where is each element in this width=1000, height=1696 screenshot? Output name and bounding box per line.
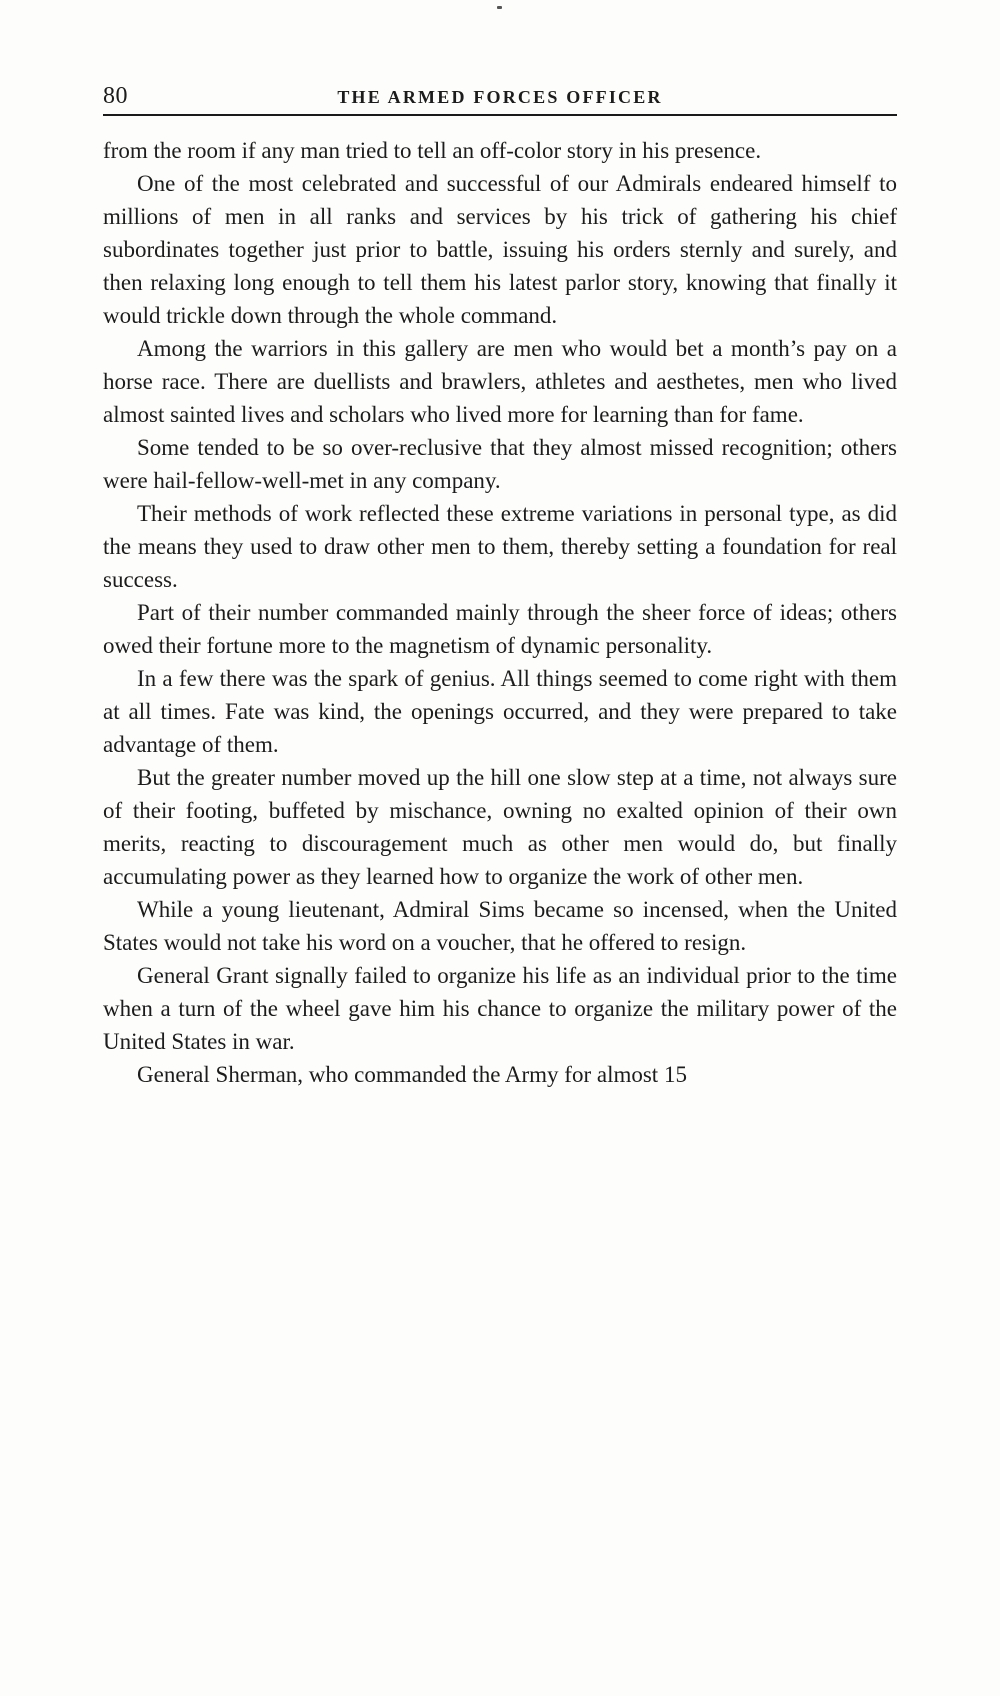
paragraph: General Sherman, who commanded the Army for almost 15 xyxy=(137,1062,687,1087)
paragraph: Some tended to be so over-reclusive that they almost missed recognition; others were hail-fellow-well-met in any company. xyxy=(103,435,897,493)
paragraph: But the greater number moved up the hill one slow step at a time, not always sure of their footing, buffeted by mischance, owning no exalted opinion of their own merits, reacting to discouragement much as other men would do, but finally accumulating power as they learned how to organize the work of other men. xyxy=(103,765,897,889)
paragraph: General Grant signally failed to organize his life as an individual prior to the time when a turn of the wheel gave him his chance to organize the military power of the United States in war. xyxy=(103,963,897,1054)
scan-artifact-mark xyxy=(497,6,502,9)
paragraph: While a young lieutenant, Admiral Sims became so incensed, when the United States would not take his word on a voucher, that he offered to resign. xyxy=(103,897,897,955)
book-page xyxy=(103,84,897,1091)
page-body-text xyxy=(103,134,897,1091)
running-header-title: THE ARMED FORCES OFFICER xyxy=(337,87,663,107)
paragraph: Among the warriors in this gallery are men who would bet a month’s pay on a horse race. There are duellists and brawlers, athletes and aesthetes, men who lived almost sainted lives and scholars who lived more for learning than for fame. xyxy=(103,336,897,427)
paragraph: In a few there was the spark of genius. All things seemed to come right with them at all times. Fate was kind, the openings occurred, and they were prepared to take advantage of them. xyxy=(103,666,897,757)
paragraph: One of the most celebrated and successful of our Admirals endeared himself to millions of men in all ranks and services by his trick of gathering his chief subordinates together just prior to battle, issuing his orders sternly and surely, and then relaxing long enough to tell them his latest parlor story, knowing that finally it would trickle down through the whole command. xyxy=(103,171,897,328)
paragraph: from the room if any man tried to tell an off-color story in his presence. xyxy=(103,138,762,163)
running-head xyxy=(103,84,897,116)
page-number: 80 xyxy=(103,83,128,109)
paragraph: Their methods of work reflected these extreme variations in personal type, as did the means they used to draw other men to them, thereby setting a foundation for real success. xyxy=(103,501,897,592)
paragraph: Part of their number commanded mainly through the sheer force of ideas; others owed their fortune more to the magnetism of dynamic personality. xyxy=(103,600,897,658)
